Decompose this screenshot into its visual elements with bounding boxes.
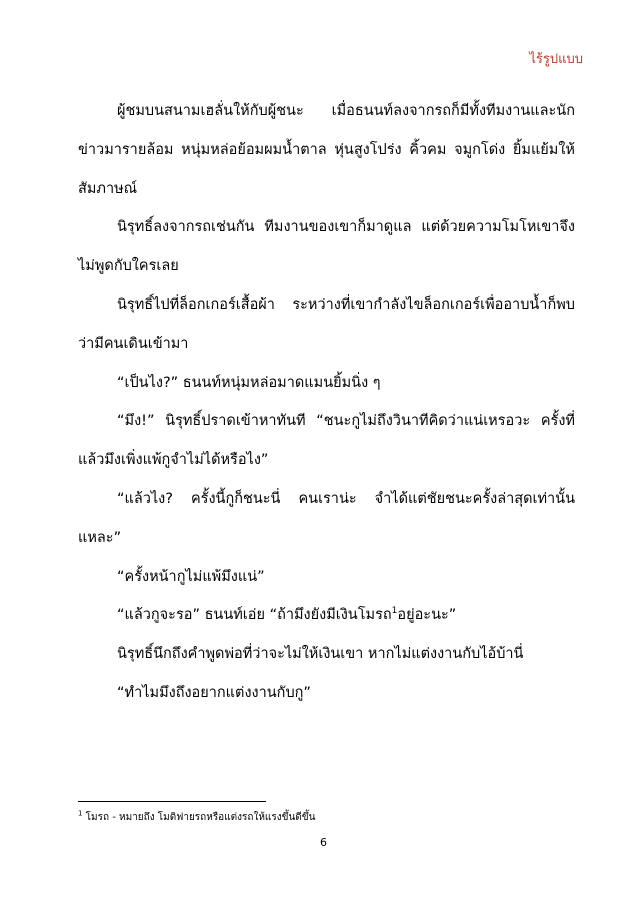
- running-header: ไร้รูปแบบ: [529, 52, 583, 67]
- paragraph-8: [78, 596, 575, 635]
- paragraph-9: นิรุทธิ์นึกถึงคำพูดพ่อที่ว่าจะไม่ให้เงินเขา หากไม่แต่งงานกับไอ้บ้านี่: [117, 646, 524, 663]
- paragraph-3: นิรุทธิ์ไปที่ล็อกเกอร์เสื้อผ้า ระหว่างที่เขากำลังไขล็อกเกอร์เพื่ออาบน้ำก็พบว่ามีคนเดินเข้ามา: [78, 296, 575, 352]
- paragraph-10: “ทำไมมึงถึงอยากแต่งงานกับกู”: [117, 684, 311, 701]
- paragraph-1: ผู้ชมบนสนามเฮลั่นให้กับผู้ชนะ เมื่อธนนท์ลงจากรถก็มีทั้งทีมงานและนักข่าวมารายล้อม หนุ่มหล่อย้อมผมน้ำตาล หุ่นสูงโปร่ง คิ้วคม จมูกโด่ง ยิ้มแย้มให้สัมภาษณ์: [78, 103, 575, 197]
- paragraph-2: นิรุทธิ์ลงจากรถเช่นกัน ทีมงานของเขาก็มาดูแล แต่ด้วยความโมโหเขาจึงไม่พูดกับใครเลย: [78, 219, 575, 275]
- body-text: [78, 92, 575, 713]
- footnote-text: โมรถ - หมายถึง โมดิฟายรถหรือแต่งรถให้แรงขึ้นดีขึ้น: [85, 812, 316, 823]
- footnote: [78, 810, 315, 825]
- paragraph-8-tail: อยู่อะนะ”: [397, 607, 457, 624]
- paragraph-5: “มึง!” นิรุทธิ์ปราดเข้าหาทันที “ชนะกูไม่ถึงวินาทีคิดว่าแน่เหรอวะ ครั้งที่แล้วมึงเพิ่งแพ้กูจำไม่ได้หรือไง”: [78, 413, 575, 469]
- paragraph-8-text: “แล้วกูจะรอ” ธนนท์เอ่ย “ถ้ามึงยังมีเงินโมรถ: [117, 607, 392, 624]
- footnote-reference[interactable]: 1: [391, 606, 398, 617]
- paragraph-6: “แล้วไง? ครั้งนี้กูก็ชนะนี่ คนเราน่ะ จำได้แต่ชัยชนะครั้งล่าสุดเท่านั้นแหละ”: [78, 490, 575, 546]
- paragraph-4: “เป็นไง?” ธนนท์หนุ่มหล่อมาดแมนยิ้มนิ่ง ๆ: [117, 374, 381, 391]
- paragraph-7: “ครั้งหน้ากูไม่แพ้มึงแน่”: [117, 568, 265, 585]
- footnote-marker: 1: [78, 809, 83, 818]
- footnote-separator: [78, 801, 266, 802]
- page-number: 6: [320, 836, 327, 849]
